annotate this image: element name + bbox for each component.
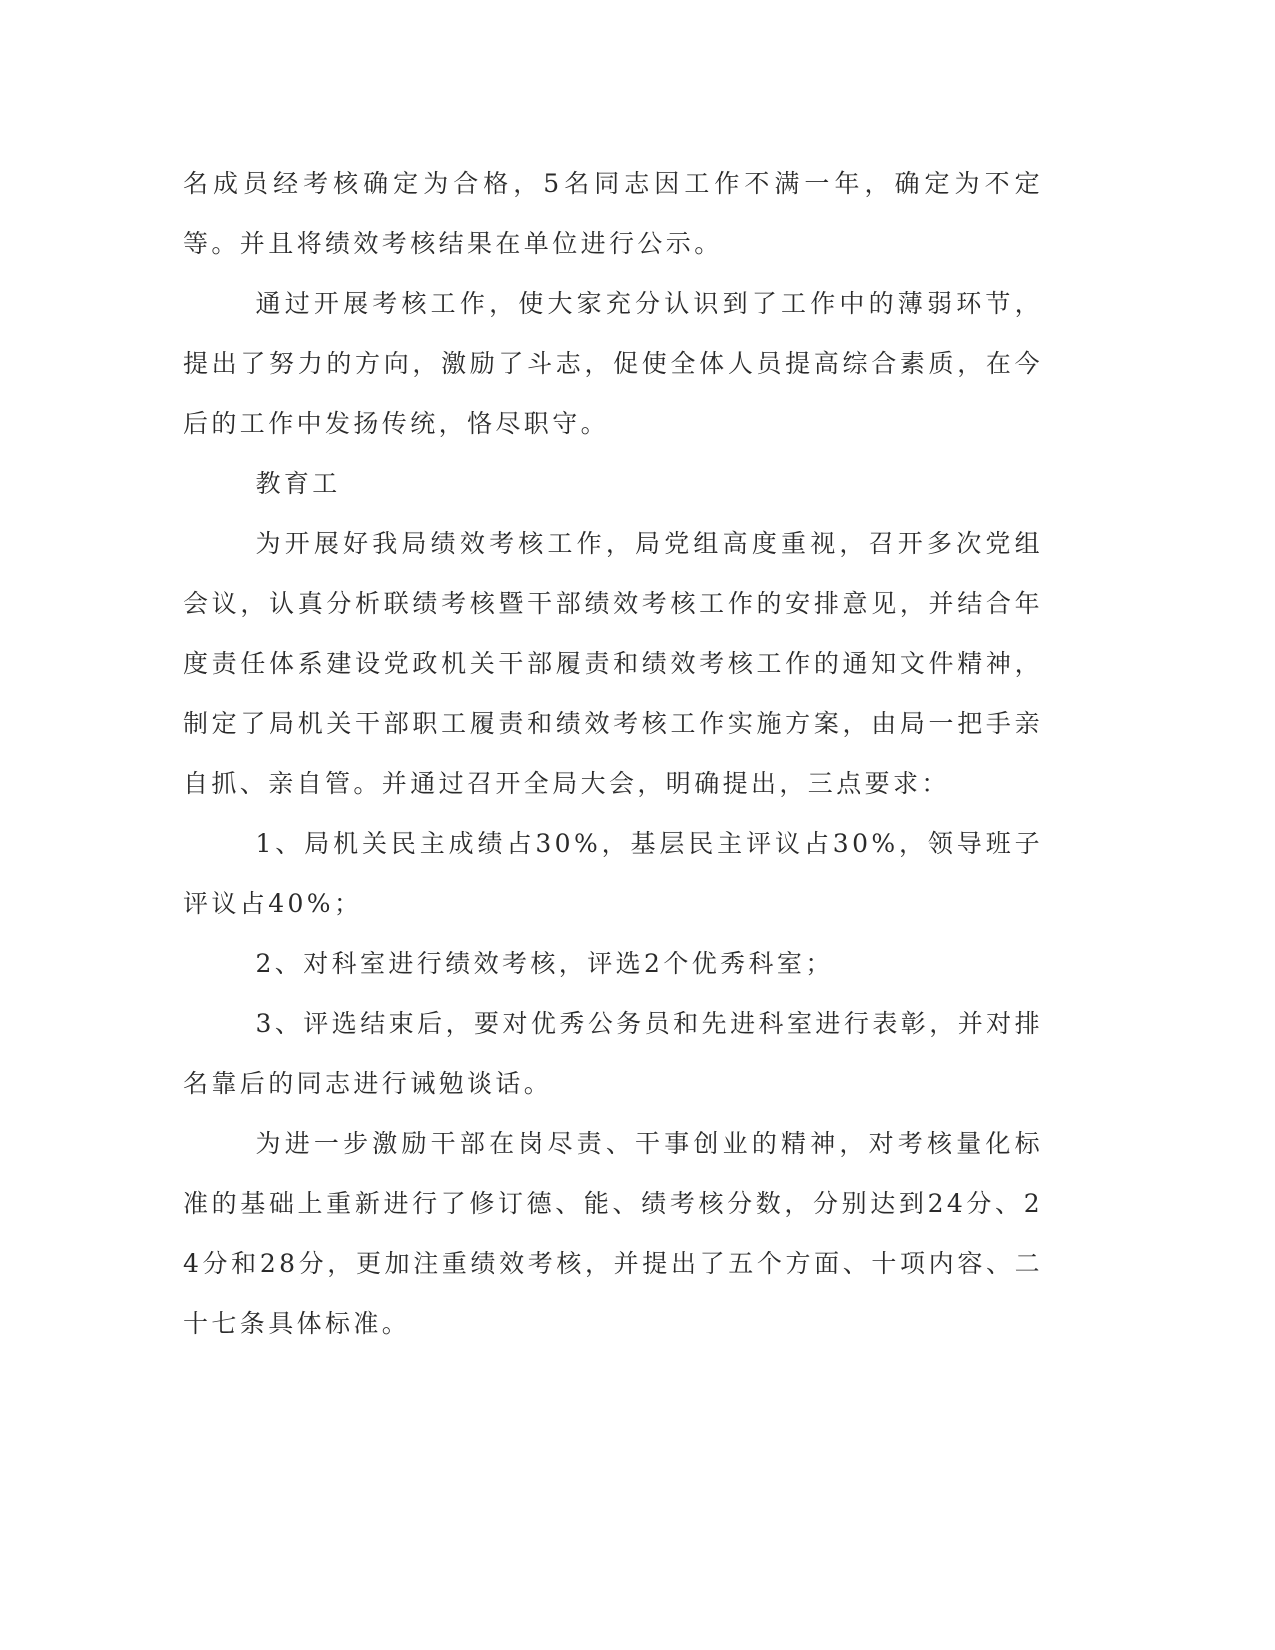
paragraph-evaluation-effects: 通过开展考核工作，使大家充分认识到了工作中的薄弱环节，提出了努力的方向，激励了斗志，促使全体人员提高综合素质，在今后的工作中发扬传统，恪尽职守。 bbox=[183, 289, 1043, 438]
paragraph-scoring-standards: 为进一步激励干部在岗尽责、干事创业的精神，对考核量化标准的基础上重新进行了修订德、能、绩考核分数，分别达到24分、24分和28分，更加注重绩效考核，并提出了五个方面、十项内容、二十七条具体标准。 bbox=[183, 1129, 1043, 1338]
requirement-item-1: 1、局机关民主成绩占30%，基层民主评议占30%，领导班子评议占40%； bbox=[183, 829, 1043, 918]
paragraph-evaluation-plan: 为开展好我局绩效考核工作，局党组高度重视，召开多次党组会议，认真分析联绩考核暨干部绩效考核工作的安排意见，并结合年度责任体系建设党政机关干部履责和绩效考核工作的通知文件精神，制定了局机关干部职工履责和绩效考核工作实施方案，由局一把手亲自抓、亲自管。并通过召开全局大会，明确提出，三点要求： bbox=[183, 529, 1043, 798]
requirement-item-2: 2、对科室进行绩效考核，评选2个优秀科室； bbox=[255, 949, 834, 978]
paragraph-evaluation-results: 名成员经考核确定为合格，5名同志因工作不满一年，确定为不定等。并且将绩效考核结果在单位进行公示。 bbox=[183, 169, 1043, 258]
section-heading-education: 教育工 bbox=[255, 469, 341, 498]
requirement-item-3: 3、评选结束后，要对优秀公务员和先进科室进行表彰，并对排名靠后的同志进行诫勉谈话。 bbox=[183, 1009, 1043, 1098]
document-body bbox=[183, 154, 1043, 1354]
